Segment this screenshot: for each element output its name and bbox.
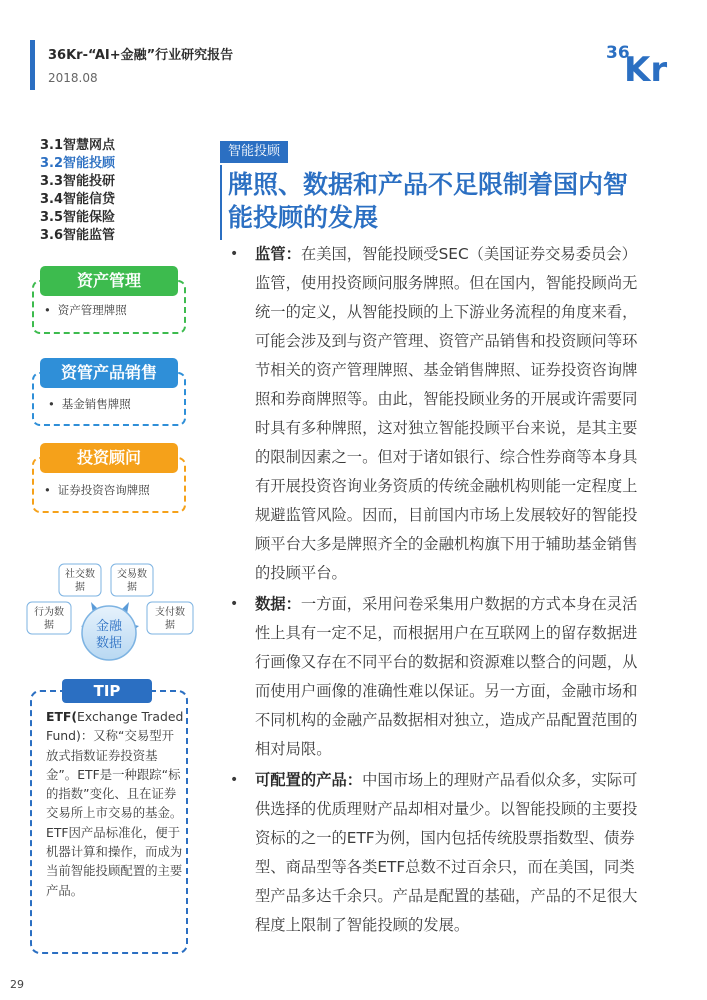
report-date: 2018.08 [48,71,98,85]
paragraph-text: 在美国，智能投顾受SEC（美国证券交易委员会）监管，使用投资顾问服务牌照。但在国内，智能投顾尚无统一的定义，从智能投顾的上下游业务流程的角度来看，可能会涉及到与资产管理、资管产品销售和投资顾问等环节相关的资产管理牌照、基金销售牌照、证券投资咨询牌照和券商牌照等。由此，智能投顾业务的开展或许需要同时具有多种牌照，这对独立智能投顾平台来说，是其主要的限制因素之一。但对于诸如银行、综合性券商等本身具有开展投资咨询业务资质的传统金融机构则能一定程度上规避监管风险。因而，目前国内市场上发展较好的智能投顾平台大多是牌照齐全的金融机构旗下用于辅助基金销售的投顾平台。 [255,245,638,582]
svg-text:行为数: 行为数 [34,607,64,618]
svg-text:据: 据 [44,620,54,631]
tip-body: Exchange Traded Fund)：又称“交易型开放式指数证券投资基金”。ETF是一种跟踪“标的指数”变化、且在证券交易所上市交易的基金。ETF因产品标准化，便于机器计算和操作，而成为当前智能投顾配置的主要产品。 [46,709,184,898]
nav-item-3-4[interactable]: 3.4智能信贷 [40,192,116,207]
nav-item-3-3[interactable]: 3.3智能投研 [40,174,116,189]
title-accent-rule [220,165,222,240]
svg-text:据: 据 [75,582,85,593]
category-title-product-sales: 资管产品销售 [40,358,178,388]
bullet-dot: • [230,246,239,262]
36kr-logo [604,38,684,84]
center-label-line2: 数据 [95,636,123,651]
tip-label: TIP [62,679,152,703]
paragraph-text: 中国市场上的理财产品看似众多，实际可供选择的优质理财产品却相对量少。以智能投顾的主要投资标的之一的ETF为例，国内包括传统股票指数型、债券型、商品型等各类ETF总数不过百余只，而在美国，同类型产品多达千余只。产品是配置的基础，产品的不足很大程度上限制了智能投顾的发展。 [255,771,638,934]
paragraph-lead: 数据： [255,595,301,613]
svg-text:据: 据 [127,582,137,593]
section-nav [40,137,115,245]
nav-item-3-5[interactable]: 3.5智能保险 [40,210,116,225]
bullet-dot: • [48,397,55,411]
tip-text [46,707,184,900]
bullet-dot: • [44,303,51,317]
category-title-advisory: 投资顾问 [40,443,178,473]
svg-text:支付数: 支付数 [155,607,185,618]
report-title: 36Kr-“AI+金融”行业研究报告 [48,48,234,63]
category-item-advisory: • 证券投资咨询牌照 [44,483,150,497]
svg-text:据: 据 [165,620,175,631]
svg-text:社交数: 社交数 [65,569,95,580]
paragraph-lead: 监管： [255,245,301,263]
svg-text:36: 36 [606,43,630,63]
bullet-dot: • [230,772,239,788]
paragraph-data [228,590,648,764]
svg-text:交易数: 交易数 [117,569,147,580]
section-tag: 智能投顾 [220,141,288,163]
nav-item-3-2[interactable]: 3.2智能投顾 [40,156,116,171]
main-body [228,240,648,942]
svg-text:Kr: Kr [624,50,668,84]
tip-term: ETF( [46,709,78,724]
financial-data-diagram [25,560,195,670]
paragraph-regulation [228,240,648,588]
category-title-asset-management: 资产管理 [40,266,178,296]
nav-item-3-1[interactable]: 3.1智慧网点 [40,138,116,153]
paragraph-products [228,766,648,940]
page-title: 牌照、数据和产品不足限制着国内智能投顾的发展 [228,170,629,232]
category-item-asset-management: • 资产管理牌照 [44,303,127,317]
header-accent-bar [30,40,35,90]
category-item-product-sales: • 基金销售牌照 [48,397,131,411]
paragraph-lead: 可配置的产品： [255,771,363,789]
nav-item-3-6[interactable]: 3.6智能监管 [40,228,116,243]
center-label-line1: 金融 [95,619,123,634]
paragraph-text: 一方面，采用问卷采集用户数据的方式本身在灵活性上具有一定不足，而根据用户在互联网上的留存数据进行画像又存在不同平台的数据和资源难以整合的问题，从而使用户画像的准确性难以保证。另一方面，金融市场和不同机构的金融产品数据相对独立，造成产品配置范围的相对局限。 [255,595,638,758]
bullet-dot: • [44,483,51,497]
bullet-dot: • [230,596,239,612]
page-number: 29 [10,978,24,991]
